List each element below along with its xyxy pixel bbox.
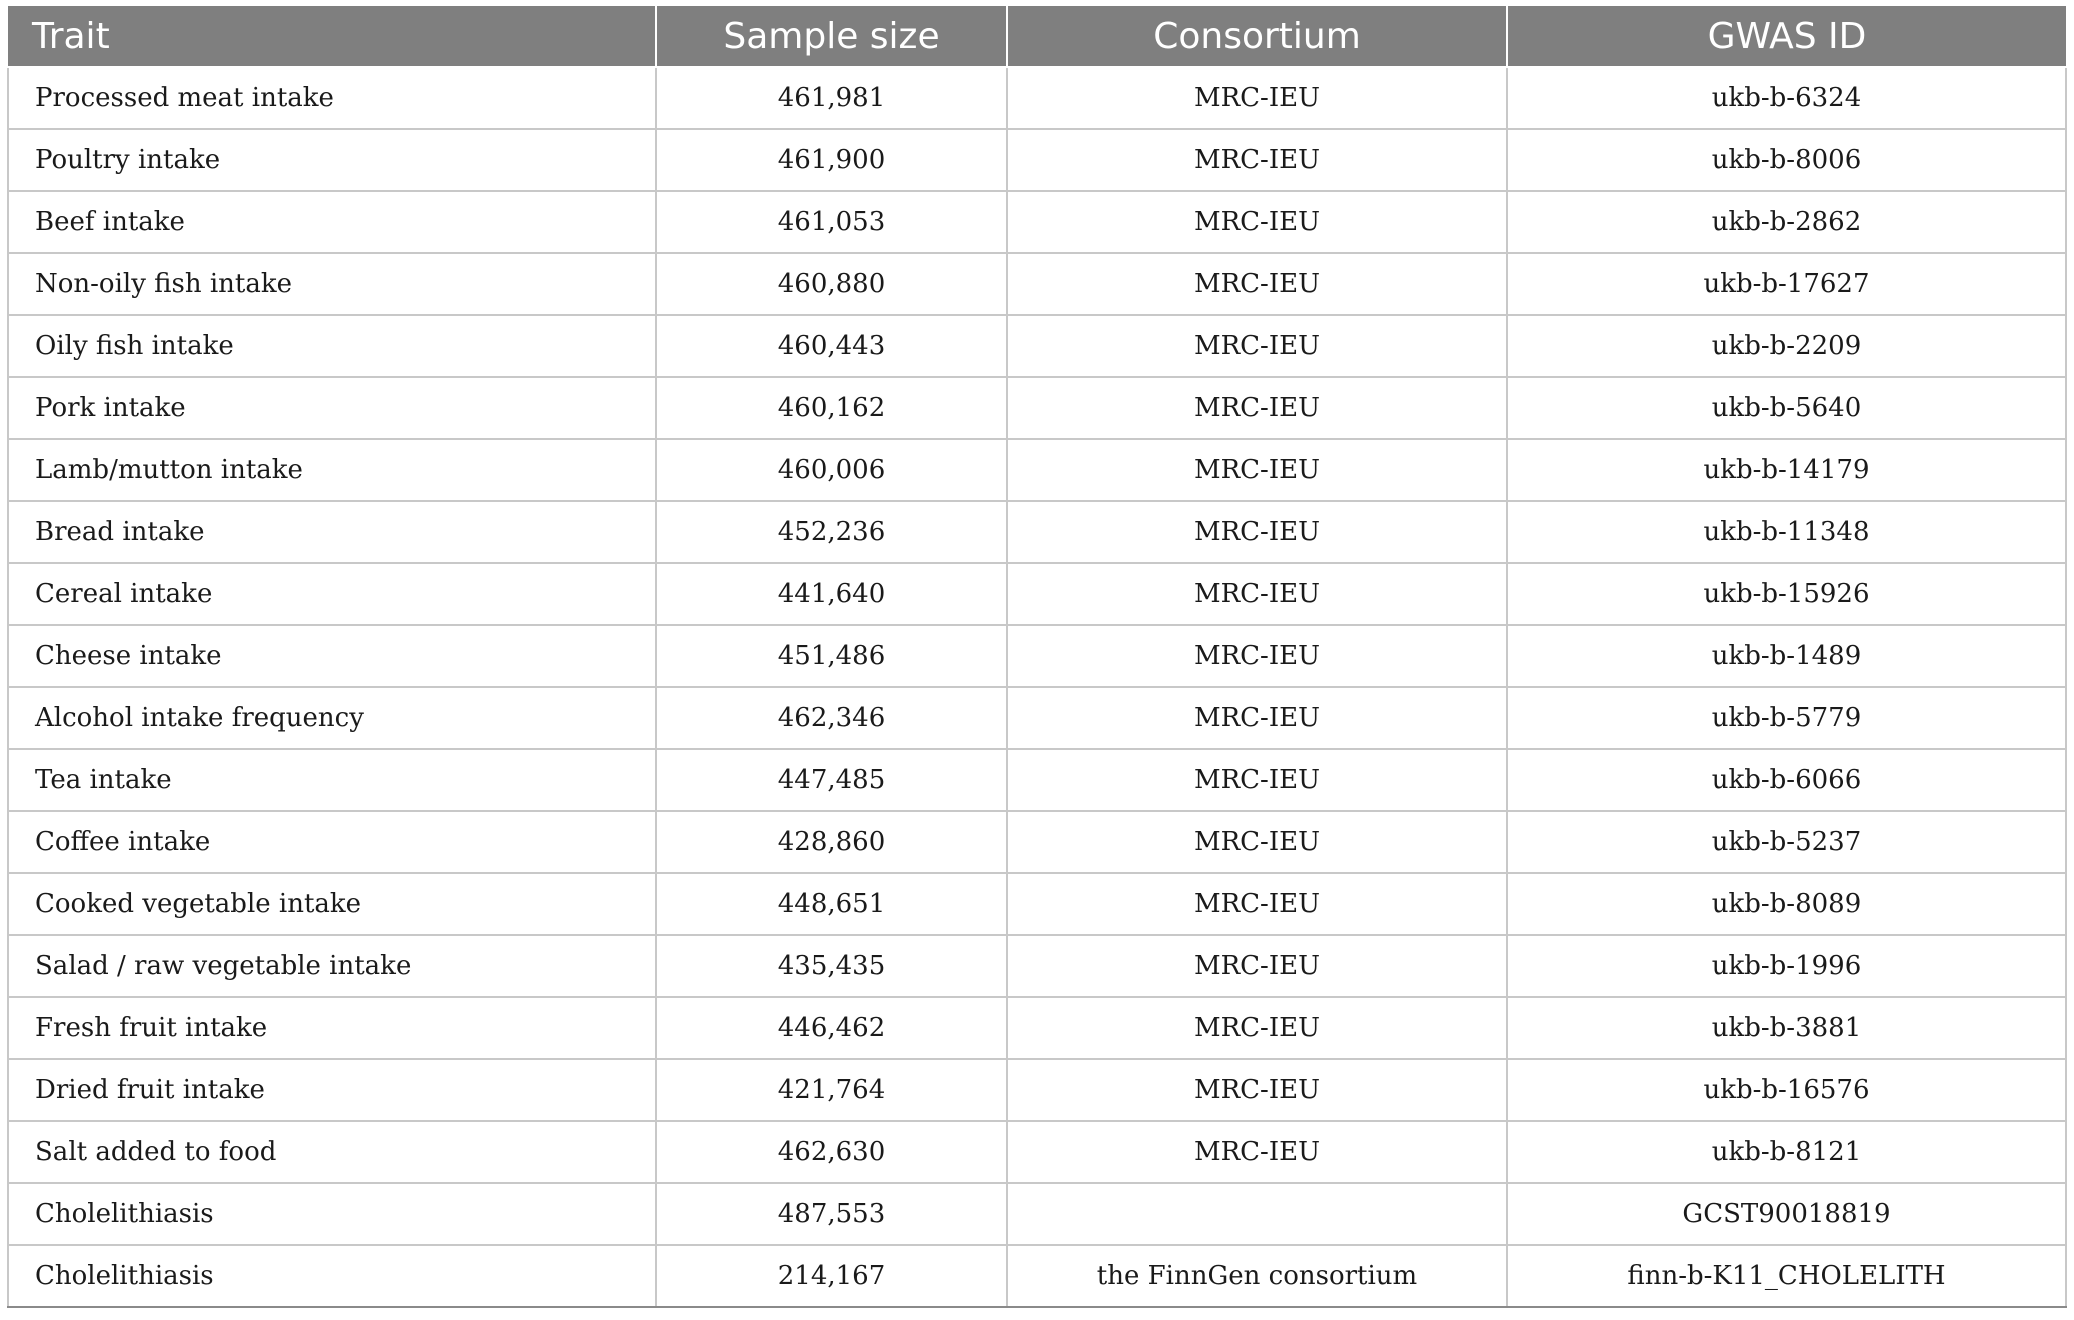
cell-trait: Cholelithiasis [8, 1245, 656, 1307]
cell-gwas-id: ukb-b-1489 [1507, 625, 2066, 687]
cell-gwas-id: ukb-b-5237 [1507, 811, 2066, 873]
table-row [8, 1121, 2066, 1183]
header-gwas-id: GWAS ID [1507, 6, 2066, 67]
cell-consortium: MRC-IEU [1007, 315, 1507, 377]
cell-consortium: MRC-IEU [1007, 1121, 1507, 1183]
cell-consortium: the FinnGen consortium [1007, 1245, 1507, 1307]
cell-consortium: MRC-IEU [1007, 439, 1507, 501]
cell-gwas-id: ukb-b-5640 [1507, 377, 2066, 439]
cell-consortium: MRC-IEU [1007, 67, 1507, 129]
table-row [8, 501, 2066, 563]
cell-gwas-id: ukb-b-8006 [1507, 129, 2066, 191]
cell-sample-size: 446,462 [656, 997, 1007, 1059]
table-row [8, 873, 2066, 935]
table-row [8, 935, 2066, 997]
cell-consortium: MRC-IEU [1007, 873, 1507, 935]
table-row [8, 625, 2066, 687]
table-body [8, 67, 2066, 1307]
cell-gwas-id: ukb-b-1996 [1507, 935, 2066, 997]
cell-trait: Cheese intake [8, 625, 656, 687]
cell-consortium: MRC-IEU [1007, 563, 1507, 625]
cell-consortium: MRC-IEU [1007, 191, 1507, 253]
cell-consortium: MRC-IEU [1007, 253, 1507, 315]
cell-trait: Poultry intake [8, 129, 656, 191]
cell-consortium: MRC-IEU [1007, 935, 1507, 997]
cell-consortium: MRC-IEU [1007, 501, 1507, 563]
cell-sample-size: 435,435 [656, 935, 1007, 997]
cell-consortium: MRC-IEU [1007, 1059, 1507, 1121]
cell-consortium: MRC-IEU [1007, 997, 1507, 1059]
table-row [8, 1183, 2066, 1245]
cell-consortium: MRC-IEU [1007, 625, 1507, 687]
table-row [8, 315, 2066, 377]
cell-gwas-id: GCST90018819 [1507, 1183, 2066, 1245]
cell-sample-size: 448,651 [656, 873, 1007, 935]
cell-trait: Beef intake [8, 191, 656, 253]
cell-sample-size: 462,346 [656, 687, 1007, 749]
cell-trait: Tea intake [8, 749, 656, 811]
cell-sample-size: 460,006 [656, 439, 1007, 501]
cell-sample-size: 461,981 [656, 67, 1007, 129]
cell-gwas-id: finn-b-K11_CHOLELITH [1507, 1245, 2066, 1307]
cell-sample-size: 428,860 [656, 811, 1007, 873]
cell-sample-size: 421,764 [656, 1059, 1007, 1121]
table-row [8, 563, 2066, 625]
table-row [8, 749, 2066, 811]
cell-sample-size: 460,880 [656, 253, 1007, 315]
cell-consortium [1007, 1183, 1507, 1245]
header-consortium: Consortium [1007, 6, 1507, 67]
table-row [8, 253, 2066, 315]
cell-sample-size: 460,162 [656, 377, 1007, 439]
cell-sample-size: 460,443 [656, 315, 1007, 377]
cell-gwas-id: ukb-b-17627 [1507, 253, 2066, 315]
cell-trait: Pork intake [8, 377, 656, 439]
table-row [8, 1245, 2066, 1307]
header-trait: Trait [8, 6, 656, 67]
gwas-data-table-container [7, 6, 2065, 1308]
cell-sample-size: 461,053 [656, 191, 1007, 253]
cell-gwas-id: ukb-b-14179 [1507, 439, 2066, 501]
cell-gwas-id: ukb-b-8121 [1507, 1121, 2066, 1183]
table-row [8, 997, 2066, 1059]
cell-gwas-id: ukb-b-8089 [1507, 873, 2066, 935]
cell-trait: Bread intake [8, 501, 656, 563]
table-row [8, 687, 2066, 749]
cell-trait: Salad / raw vegetable intake [8, 935, 656, 997]
cell-gwas-id: ukb-b-5779 [1507, 687, 2066, 749]
cell-trait: Coffee intake [8, 811, 656, 873]
cell-trait: Cereal intake [8, 563, 656, 625]
cell-trait: Fresh fruit intake [8, 997, 656, 1059]
cell-consortium: MRC-IEU [1007, 377, 1507, 439]
cell-sample-size: 451,486 [656, 625, 1007, 687]
cell-gwas-id: ukb-b-3881 [1507, 997, 2066, 1059]
header-row [8, 6, 2066, 67]
cell-gwas-id: ukb-b-16576 [1507, 1059, 2066, 1121]
cell-sample-size: 441,640 [656, 563, 1007, 625]
cell-sample-size: 214,167 [656, 1245, 1007, 1307]
table-row [8, 129, 2066, 191]
cell-sample-size: 461,900 [656, 129, 1007, 191]
cell-gwas-id: ukb-b-2862 [1507, 191, 2066, 253]
table-header [8, 6, 2066, 67]
cell-trait: Cooked vegetable intake [8, 873, 656, 935]
cell-sample-size: 462,630 [656, 1121, 1007, 1183]
table-row [8, 811, 2066, 873]
header-sample-size: Sample size [656, 6, 1007, 67]
table-row [8, 377, 2066, 439]
cell-sample-size: 487,553 [656, 1183, 1007, 1245]
table-row [8, 191, 2066, 253]
cell-gwas-id: ukb-b-6066 [1507, 749, 2066, 811]
gwas-data-table [7, 6, 2067, 1308]
cell-sample-size: 452,236 [656, 501, 1007, 563]
cell-consortium: MRC-IEU [1007, 811, 1507, 873]
cell-trait: Alcohol intake frequency [8, 687, 656, 749]
cell-consortium: MRC-IEU [1007, 129, 1507, 191]
cell-trait: Cholelithiasis [8, 1183, 656, 1245]
cell-trait: Non-oily fish intake [8, 253, 656, 315]
table-row [8, 1059, 2066, 1121]
cell-trait: Salt added to food [8, 1121, 656, 1183]
cell-sample-size: 447,485 [656, 749, 1007, 811]
table-row [8, 439, 2066, 501]
cell-gwas-id: ukb-b-2209 [1507, 315, 2066, 377]
cell-gwas-id: ukb-b-6324 [1507, 67, 2066, 129]
cell-trait: Oily fish intake [8, 315, 656, 377]
table-row [8, 67, 2066, 129]
cell-consortium: MRC-IEU [1007, 749, 1507, 811]
cell-trait: Lamb/mutton intake [8, 439, 656, 501]
cell-gwas-id: ukb-b-15926 [1507, 563, 2066, 625]
cell-trait: Dried fruit intake [8, 1059, 656, 1121]
cell-consortium: MRC-IEU [1007, 687, 1507, 749]
cell-trait: Processed meat intake [8, 67, 656, 129]
cell-gwas-id: ukb-b-11348 [1507, 501, 2066, 563]
